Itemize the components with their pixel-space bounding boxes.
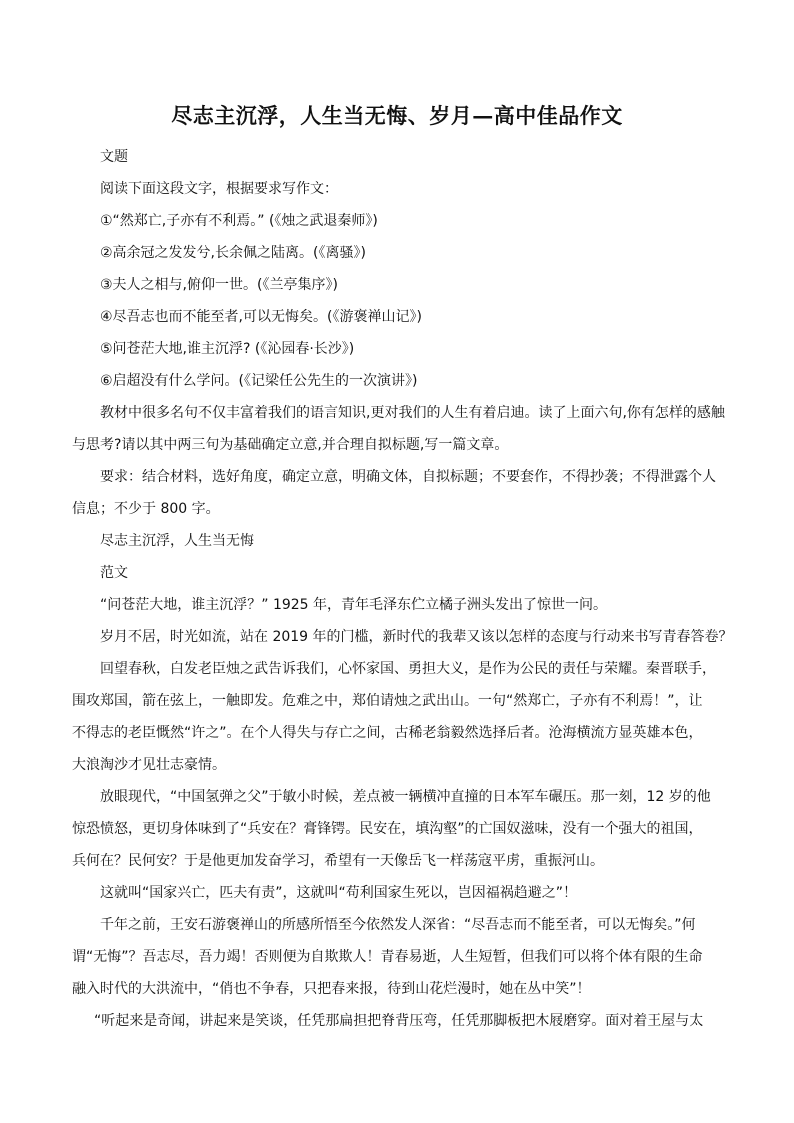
prompt-paragraph-line: 教材中很多名句不仅丰富着我们的语言知识,更对我们的人生有着启迪。读了上面六句,你有怎样的感触 [100, 405, 725, 421]
page-title: 尽志主沉浮，人生当无悔、岁月—高中佳品作文 [171, 103, 623, 128]
essay-line: 谓“无悔”？吾志尽，吾力竭！否则便为自欺欺人！青春易逝，人生短暂，但我们可以将个体有限的生命 [72, 949, 703, 965]
quote-item: ②高余冠之发发兮,长余佩之陆离。(《离骚》) [100, 245, 366, 261]
label-sample: 范文 [100, 565, 128, 581]
quote-item: ①“然郑亡,子亦有不利焉。” (《烛之武退秦师》) [100, 213, 378, 229]
quote-item: ④尽吾志也而不能至者,可以无悔矣。(《游褒禅山记》) [100, 309, 422, 325]
label-prompt: 文题 [100, 149, 128, 165]
intro-text: 阅读下面这段文字，根据要求写作文： [100, 181, 338, 197]
prompt-paragraph-line: 与思考?请以其中两三句为基础确定立意,并合理自拟标题,写一篇文章。 [72, 437, 509, 453]
quote-item: ⑤问苍茫大地,谁主沉浮? (《沁园春·长沙》) [100, 341, 355, 357]
essay-line: 放眼现代，“中国氢弹之父”于敏小时候，差点被一辆横冲直撞的日本军车碾压。那一刻，12 岁的他 [100, 789, 711, 805]
quote-item: ⑥启超没有什么学问。(《记梁任公先生的一次演讲》) [100, 373, 418, 389]
essay-line: 融入时代的大洪流中，“俏也不争春，只把春来报，待到山花烂漫时，她在丛中笑”！ [72, 981, 591, 997]
essay-line: 这就叫“国家兴亡，匹夫有责”，这就叫“苟利国家生死以，岂因福祸趋避之”！ [100, 885, 578, 901]
essay-line: 千年之前，王安石游褒禅山的所感所悟至今依然发人深省：“尽吾志而不能至者，可以无悔矣。”何 [100, 917, 696, 933]
essay-title: 尽志主沉浮，人生当无悔 [100, 533, 254, 549]
essay-line: 兵何在？民何安？于是他更加发奋学习，希望有一天像岳飞一样荡寇平虏，重振河山。 [72, 853, 604, 869]
essay-line: 岁月不居，时光如流，站在 2019 年的门槛，新时代的我辈又该以怎样的态度与行动来书写青春答卷？ [100, 629, 733, 645]
essay-line: 围攻郑国，箭在弦上，一触即发。危难之中，郑伯请烛之武出山。一句“然郑亡，子亦有不利焉！”，让 [72, 693, 703, 709]
requirements-line: 信息；不少于 800 字。 [72, 501, 220, 517]
essay-line: 惊恐愤怒，更切身体味到了“兵安在？膏锋锷。民安在，填沟壑”的亡国奴滋味，没有一个强大的祖国， [72, 821, 703, 837]
essay-line: 不得志的老臣慨然“许之”。在个人得失与存亡之间，古稀老翁毅然选择后者。沧海横流方显英雄本色， [72, 725, 703, 741]
quote-item: ③夫人之相与,俯仰一世。(《兰亭集序》) [100, 277, 338, 293]
essay-line: “问苍茫大地，谁主沉浮？” 1925 年，青年毛泽东伫立橘子洲头发出了惊世一问。 [100, 597, 608, 613]
essay-line: “听起来是奇闻，讲起来是笑谈，任凭那扁担把脊背压弯，任凭那脚板把木屐磨穿。面对着王屋与太 [94, 1013, 704, 1029]
essay-line: 大浪淘沙才见壮志豪情。 [72, 757, 226, 773]
requirements-line: 要求：结合材料，选好角度，确定立意，明确文体，自拟标题；不要套作，不得抄袭；不得泄露个人 [100, 469, 716, 485]
essay-line: 回望春秋，白发老臣烛之武告诉我们，心怀家国、勇担大义，是作为公民的责任与荣耀。秦晋联手， [100, 661, 716, 677]
